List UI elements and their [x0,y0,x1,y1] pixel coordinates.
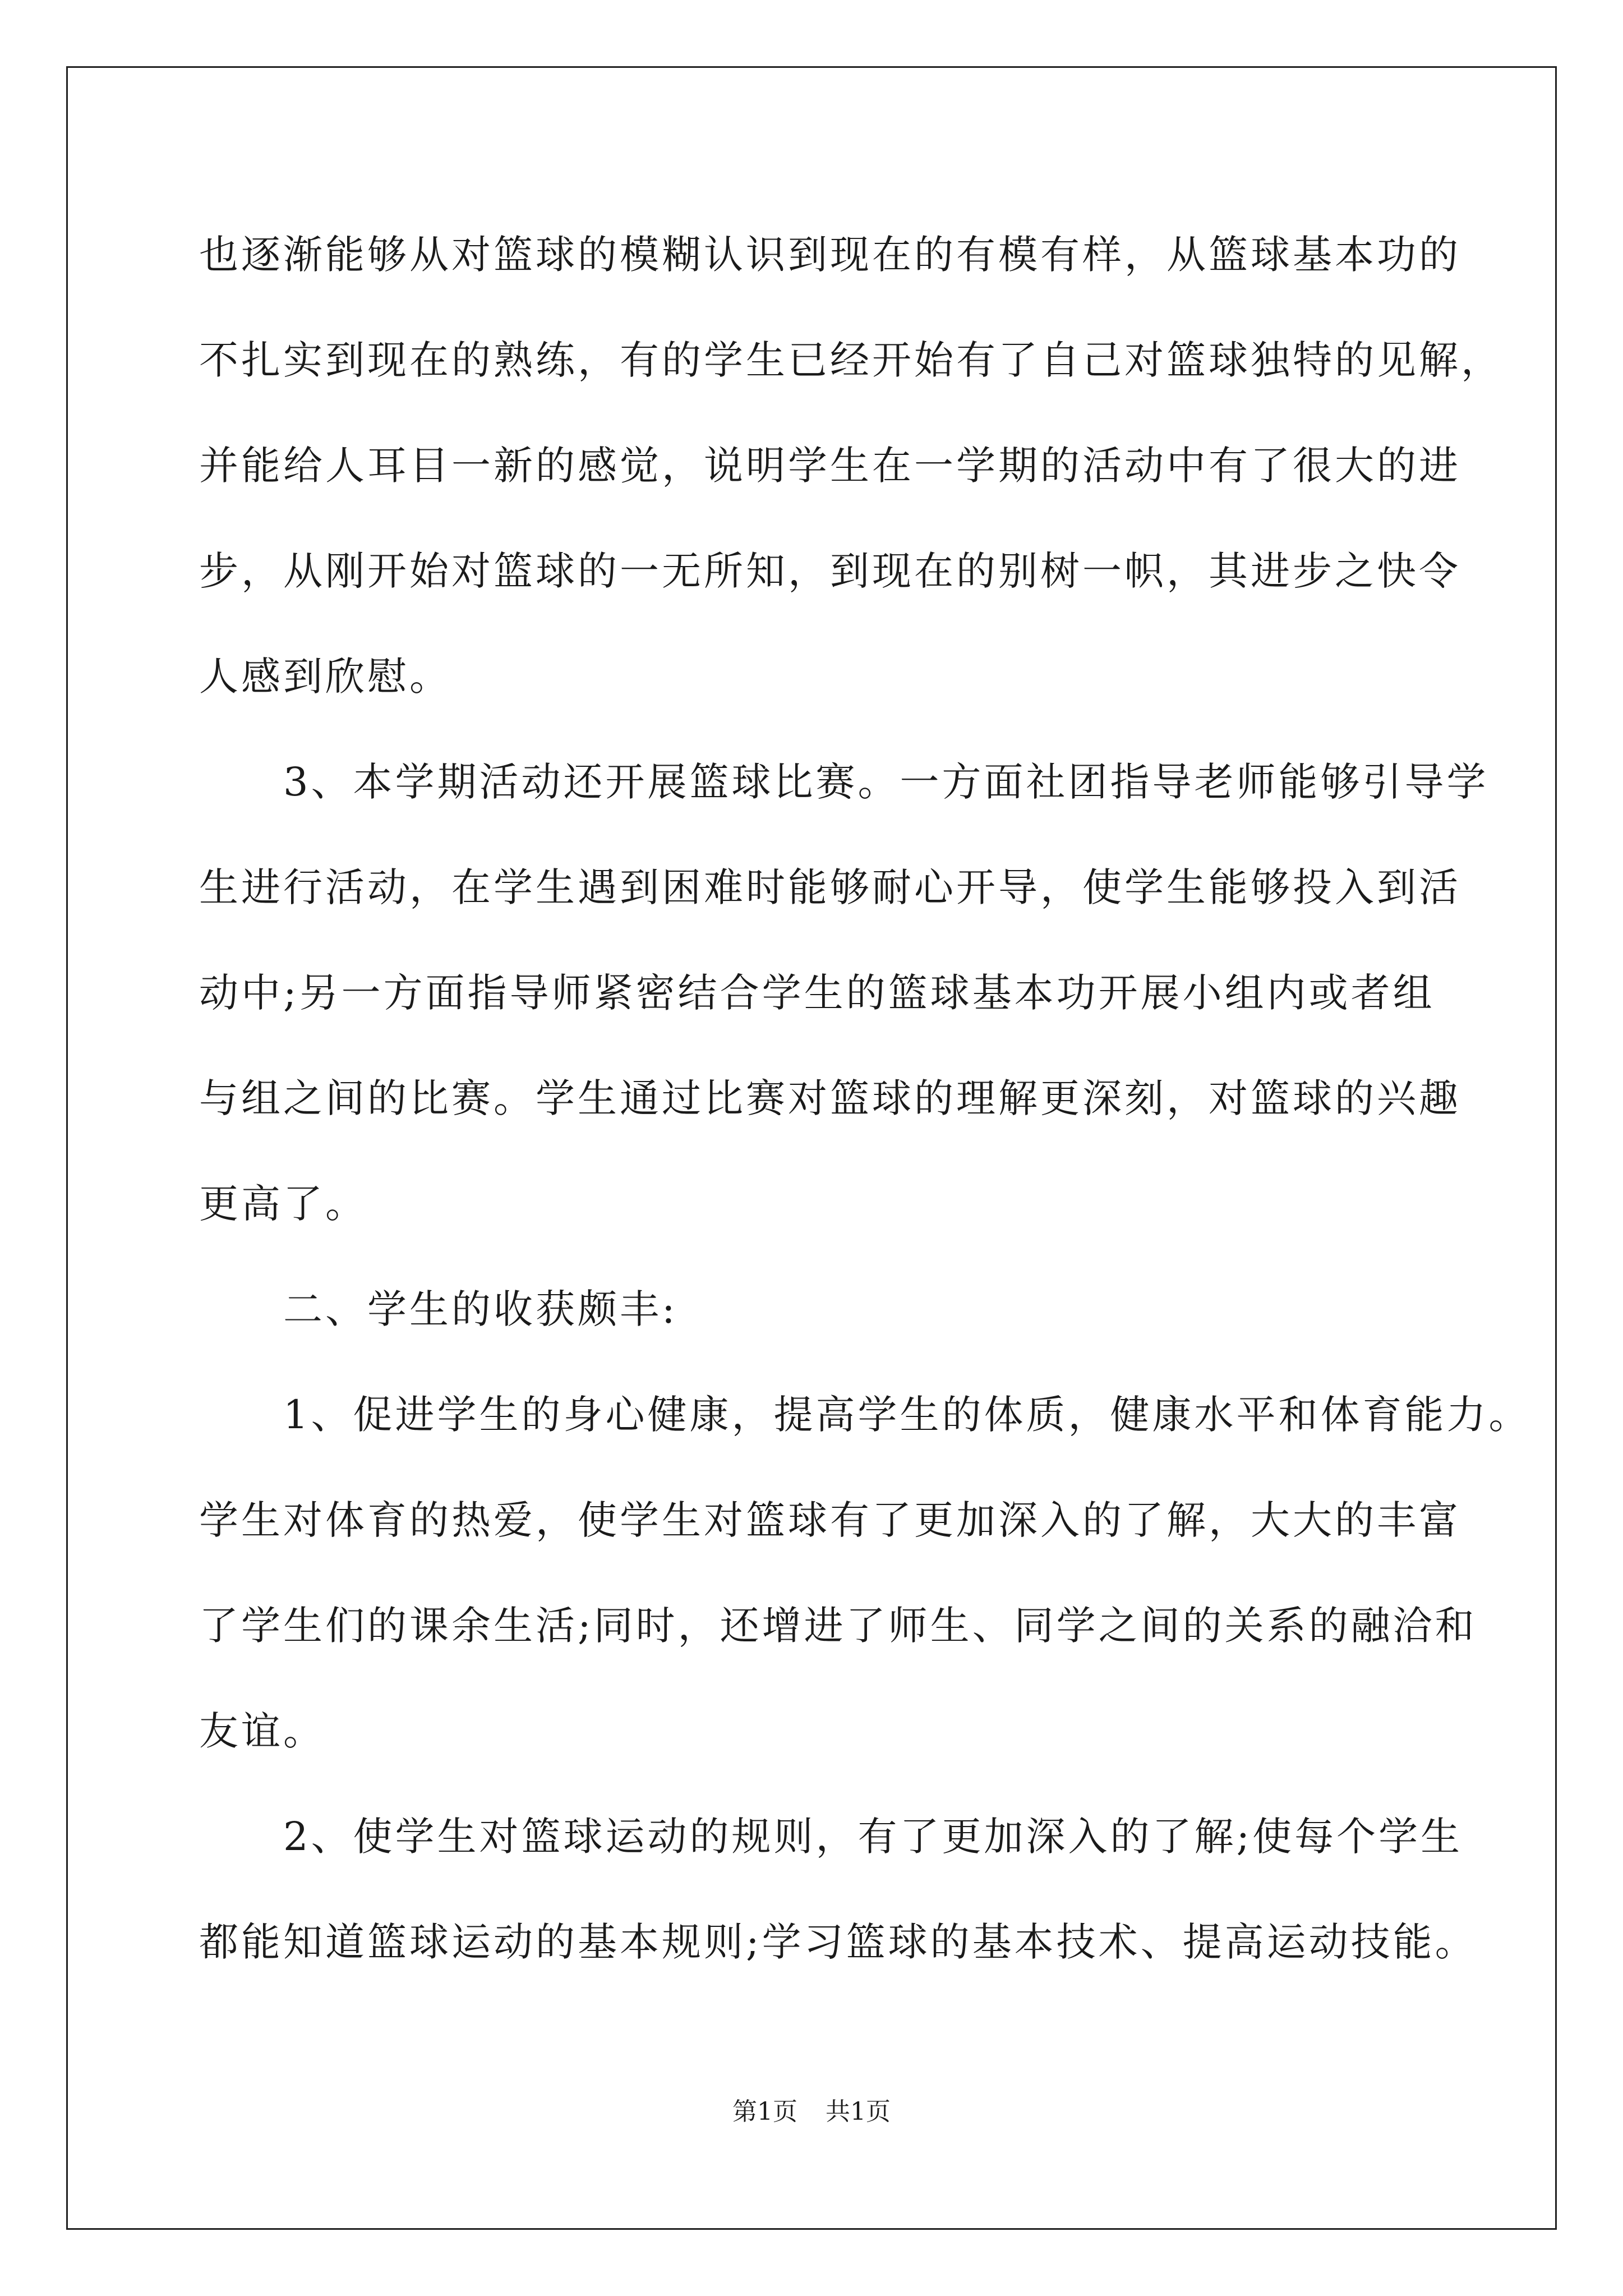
text-line: 学生对体育的热爱，使学生对篮球有了更加深入的了解，大大的丰富 [199,1497,1461,1543]
text-line: 不扎实到现在的熟练，有的学生已经开始有了自己对篮球独特的见解， [199,337,1503,383]
text-line: 生进行活动，在学生遇到困难时能够耐心开导，使学生能够投入到活 [199,864,1461,910]
section-heading: 二、学生的收获颇丰: [199,1286,678,1332]
paragraph-start-line: 1、促进学生的身心健康，提高学生的体质，健康水平和体育能力。 [199,1392,1531,1438]
text-line: 步，从刚开始对篮球的一无所知，到现在的别树一帜，其进步之快令 [199,548,1461,594]
text-line: 人感到欣慰。 [199,654,451,700]
text-line: 与组之间的比赛。学生通过比赛对篮球的理解更深刻，对篮球的兴趣 [199,1075,1461,1121]
text-line: 也逐渐能够从对篮球的模糊认识到现在的有模有样，从篮球基本功的 [199,232,1461,278]
document-body [199,202,1531,1995]
text-line: 并能给人耳目一新的感觉，说明学生在一学期的活动中有了很大的进 [199,443,1461,489]
paragraph-start-line: 3、本学期活动还开展篮球比赛。一方面社团指导老师能够引导学 [199,759,1489,805]
text-line: 都能知道篮球运动的基本规则;学习篮球的基本技术、提高运动技能。 [199,1919,1477,1965]
page-number: 第1页 [732,2097,797,2126]
text-line: 动中;另一方面指导师紧密结合学生的篮球基本功开展小组内或者组 [199,970,1435,1016]
text-line: 友谊。 [199,1708,325,1754]
paragraph-start-line: 2、使学生对篮球运动的规则，有了更加深入的了解;使每个学生 [199,1814,1463,1860]
page-footer [0,2095,1623,2129]
text-line: 更高了。 [199,1181,367,1227]
text-line: 了学生们的课余生活;同时，还增进了师生、同学之间的关系的融洽和 [199,1603,1477,1649]
page-total: 共1页 [826,2097,891,2126]
